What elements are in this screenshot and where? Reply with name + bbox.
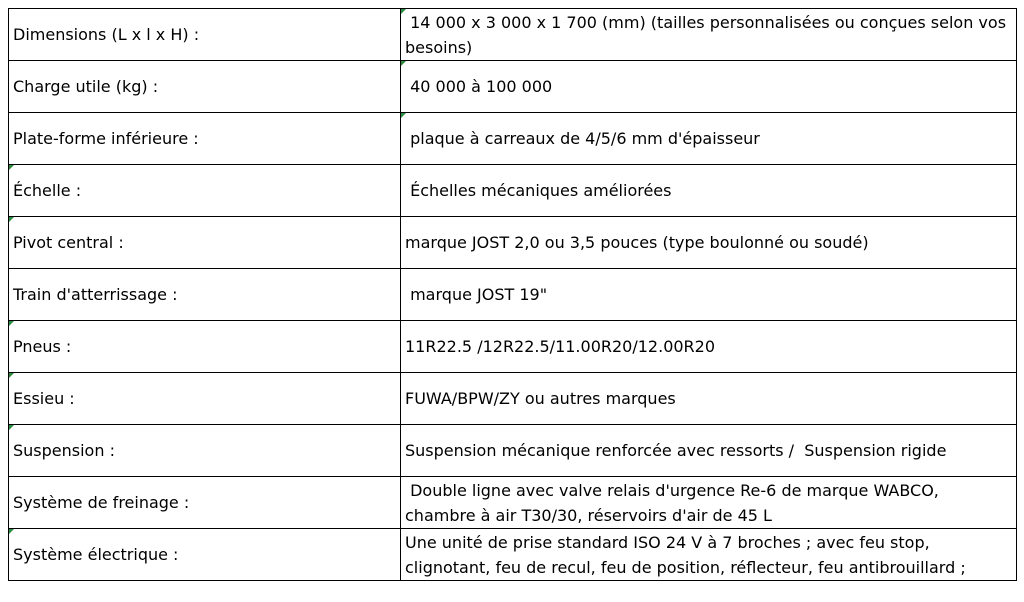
- spec-value-cell: [401, 9, 1017, 61]
- spec-label: Système électrique :: [13, 545, 179, 564]
- spec-value-cell: [401, 477, 1017, 529]
- spec-value-cell: [401, 165, 1017, 217]
- spec-label-cell: [9, 373, 401, 425]
- spec-label-cell: [9, 269, 401, 321]
- cell-marker-icon: [401, 113, 406, 118]
- cell-marker-icon: [401, 61, 406, 66]
- spec-label-cell: [9, 217, 401, 269]
- spec-label-cell: [9, 529, 401, 581]
- specifications-table: [8, 8, 1017, 581]
- spec-value: Échelles mécaniques améliorées: [405, 181, 672, 200]
- cell-marker-icon: [9, 529, 14, 534]
- spec-label-cell: [9, 61, 401, 113]
- table-row: [9, 113, 1017, 165]
- table-row: [9, 61, 1017, 113]
- spec-value: marque JOST 2,0 ou 3,5 pouces (type boulonné ou soudé): [405, 233, 869, 252]
- spec-label: Pneus :: [13, 337, 72, 356]
- spec-value-cell: [401, 321, 1017, 373]
- spec-label: Échelle :: [13, 181, 82, 200]
- spec-label: Charge utile (kg) :: [13, 77, 159, 96]
- spec-value: Suspension mécanique renforcée avec ressorts / Suspension rigide: [405, 441, 947, 460]
- spec-value: plaque à carreaux de 4/5/6 mm d'épaisseur: [405, 129, 760, 148]
- spec-label-cell: [9, 425, 401, 477]
- spec-label: Train d'atterrissage :: [13, 285, 178, 304]
- spec-label: Suspension :: [13, 441, 115, 460]
- spec-value-cell: [401, 61, 1017, 113]
- spec-label-cell: [9, 321, 401, 373]
- table-row: [9, 9, 1017, 61]
- spec-label: Système de freinage :: [13, 493, 190, 512]
- cell-marker-icon: [9, 425, 14, 430]
- spec-label: Pivot central :: [13, 233, 124, 252]
- spec-value: 14 000 x 3 000 x 1 700 (mm) (tailles personnalisées ou conçues selon vos besoins): [405, 12, 1012, 57]
- spec-value-cell: [401, 113, 1017, 165]
- table-row: [9, 269, 1017, 321]
- spec-label-cell: [9, 9, 401, 61]
- spec-value-cell: [401, 269, 1017, 321]
- table-row: [9, 217, 1017, 269]
- spec-value: FUWA/BPW/ZY ou autres marques: [405, 389, 676, 408]
- spec-value-cell: [401, 425, 1017, 477]
- spec-value: Double ligne avec valve relais d'urgence Re-6 de marque WABCO, chambre à air T30/30, réservoirs d'air de 45 L: [405, 480, 944, 525]
- table-row: [9, 165, 1017, 217]
- spec-label: Plate-forme inférieure :: [13, 129, 199, 148]
- spec-label-cell: [9, 477, 401, 529]
- spec-value-cell: [401, 217, 1017, 269]
- spec-label-cell: [9, 165, 401, 217]
- spec-label: Essieu :: [13, 389, 75, 408]
- table-row: [9, 425, 1017, 477]
- spec-value: 11R22.5 /12R22.5/11.00R20/12.00R20: [405, 337, 716, 356]
- spec-label-cell: [9, 113, 401, 165]
- table-row: [9, 321, 1017, 373]
- spec-value: Une unité de prise standard ISO 24 V à 7 broches ; avec feu stop, clignotant, feu de recul, feu de position, réflecteur, feu antibrouillard ;: [405, 532, 966, 577]
- table-row: [9, 529, 1017, 581]
- spec-label: Dimensions (L x l x H) :: [13, 25, 200, 44]
- cell-marker-icon: [9, 217, 14, 222]
- cell-marker-icon: [9, 165, 14, 170]
- cell-marker-icon: [9, 373, 14, 378]
- table-row: [9, 373, 1017, 425]
- spec-value: 40 000 à 100 000: [405, 77, 553, 96]
- cell-marker-icon: [9, 321, 14, 326]
- spec-value-cell: [401, 529, 1017, 581]
- spec-value: marque JOST 19": [405, 285, 548, 304]
- cell-marker-icon: [401, 9, 406, 14]
- spec-value-cell: [401, 373, 1017, 425]
- table-row: [9, 477, 1017, 529]
